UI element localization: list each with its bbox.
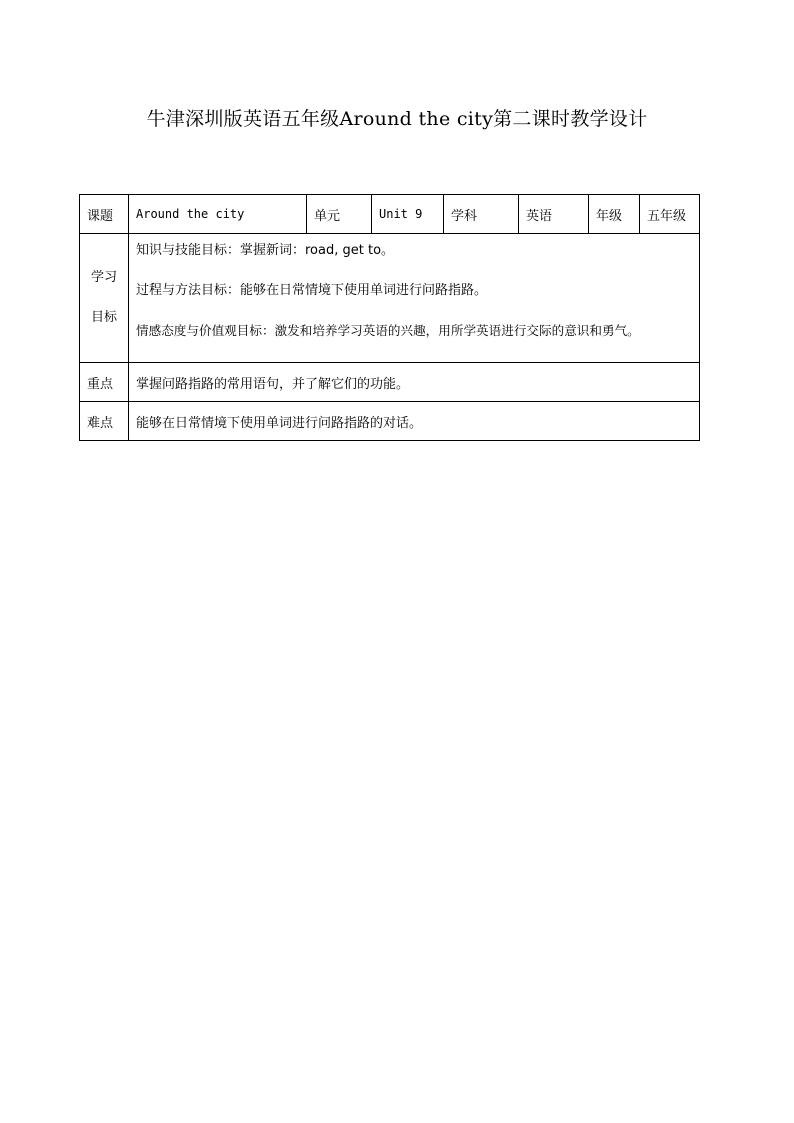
objectives-label-line2: 目标 (90, 310, 117, 325)
difficulties-label: 难点 (80, 402, 129, 441)
unit-label: 单元 (307, 195, 372, 234)
subject-value: 英语 (519, 195, 589, 234)
key-points-value: 掌握问路指路的常用语句，并了解它们的功能。 (129, 363, 700, 402)
grade-value: 五年级 (640, 195, 700, 234)
subject-label: 学科 (444, 195, 519, 234)
grade-label: 年级 (589, 195, 640, 234)
key-points-row (80, 363, 700, 402)
lesson-plan-table (79, 194, 700, 441)
objectives-label-line1: 学习 (90, 270, 117, 285)
table-header-row (80, 195, 700, 234)
objective-process: 过程与方法目标：能够在日常情境下使用单词进行问路指路。 (136, 283, 488, 298)
topic-value: Around the city (129, 195, 307, 234)
objectives-label (80, 234, 129, 363)
document-title: 牛津深圳版英语五年级Around the city第二课时教学设计 (146, 108, 648, 130)
key-points-label: 重点 (80, 363, 129, 402)
objective-knowledge: 知识与技能目标：掌握新词：road, get to。 (136, 243, 395, 258)
objectives-content (129, 234, 700, 363)
unit-value: Unit 9 (372, 195, 444, 234)
difficulties-row (80, 402, 700, 441)
topic-label: 课题 (80, 195, 129, 234)
difficulties-value: 能够在日常情境下使用单词进行问路指路的对话。 (129, 402, 700, 441)
objectives-row (80, 234, 700, 363)
objective-attitude: 情感态度与价值观目标：激发和培养学习英语的兴趣，用所学英语进行交际的意识和勇气。 (136, 323, 640, 338)
